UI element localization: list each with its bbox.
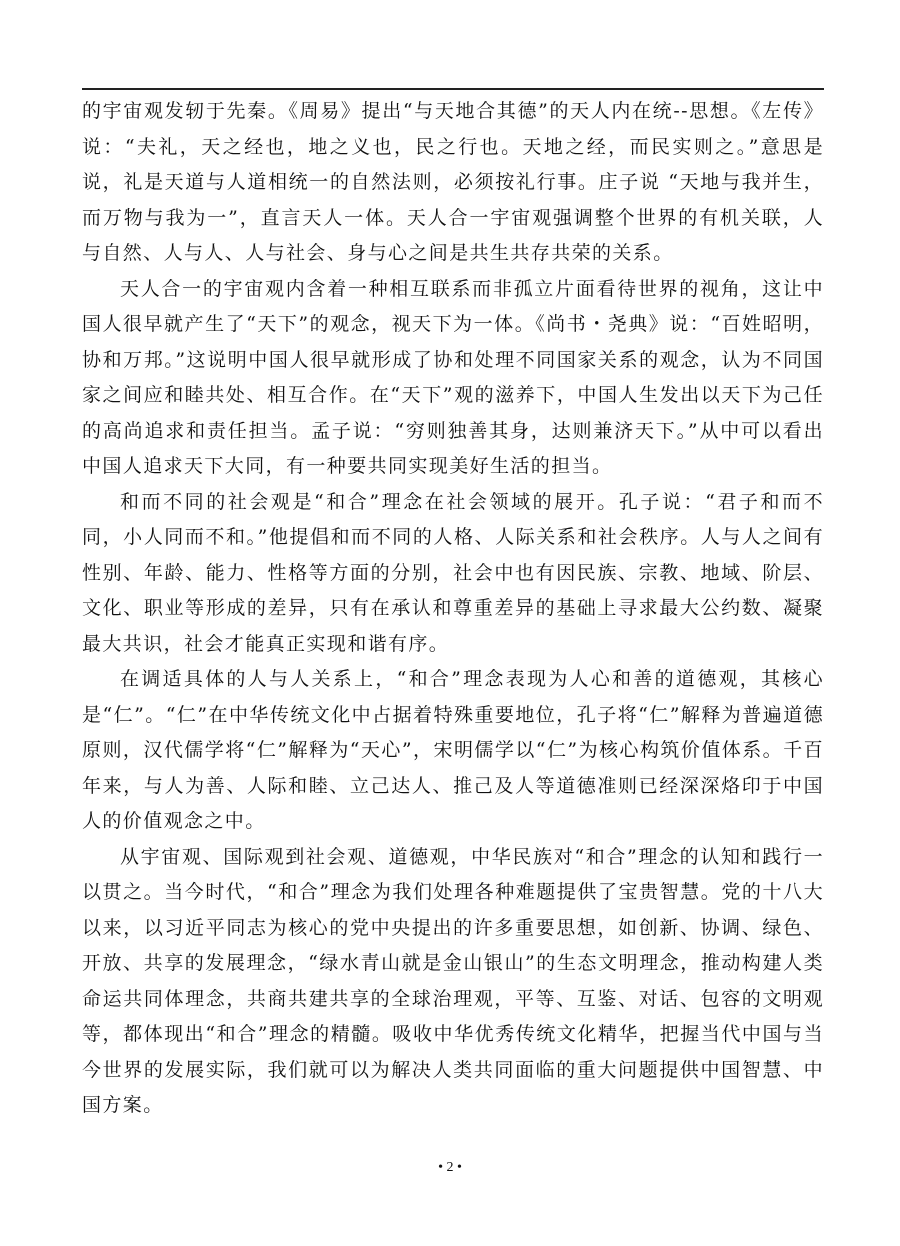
paragraph-5: 从宇宙观、国际观到社会观、道德观，中华民族对“和合”理念的认知和践行一以贯之。当今时代，“和合”理念为我们处理各种难题提供了宝贵智慧。党的十八大以来，以习近平同志为核心的党中央提出的许多重要思想，如创新、协调、绿色、开放、共享的发展理念，“绿水青山就是金山银山”的生态文明理念，推动构建人类命运共同体理念，共商共建共享的全球治理观，平等、互鉴、对话、包容的文明观等，都体现出“和合”理念的精髓。吸收中华优秀传统文化精华，把握当代中国与当今世界的发展实际，我们就可以为解决人类共同面临的重大问题提供中国智慧、中国方案。: [82, 845, 824, 1116]
paragraph-2: 天人合一的宇宙观内含着一种相互联系而非孤立片面看待世界的视角，这让中国人很早就产生了“天下”的观念，视天下为一体。《尚书・尧典》说：“百姓昭明，协和万邦。”这说明中国人很早就形成了协和处理不同国家关系的观念，认为不同国家之间应和睦共处、相互合作。在“天下”观的滋养下，中国人生发出以天下为己任的高尚追求和责任担当。孟子说：“穷则独善其身，达则兼济天下。”从中可以看出中国人追求天下大同，有一种要共同实现美好生活的担当。: [82, 277, 824, 477]
document-body: [82, 94, 824, 1124]
paragraph-1: 的宇宙观发轫于先秦。《周易》提出“与天地合其德”的天人内在统--思想。《左传》说：“夫礼，天之经也，地之义也，民之行也。天地之经，而民实则之。”意思是说，礼是天道与人道相统一的自然法则，必须按礼行事。庄子说 “天地与我并生，而万物与我为一”，直言天人一体。天人合一宇宙观强调整个世界的有机关联，人与自然、人与人、人与社会、身与心之间是共生共存共荣的关系。: [82, 100, 824, 264]
top-divider: [82, 88, 824, 90]
paragraph-4: 在调适具体的人与人关系上，“和合”理念表现为人心和善的道德观，其核心是“仁”。“仁”在中华传统文化中占据着特殊重要地位，孔子将“仁”解释为普遍道德原则，汉代儒学将“仁”解释为“天心”，宋明儒学以“仁”为核心构筑价值体系。千百年来，与人为善、人际和睦、立己达人、推己及人等道德准则已经深深烙印于中国人的价值观念之中。: [82, 668, 824, 832]
paragraph-3: 和而不同的社会观是“和合”理念在社会领域的展开。孔子说：“君子和而不同，小人同而不和。”他提倡和而不同的人格、人际关系和社会秩序。人与人之间有性别、年龄、能力、性格等方面的分别，社会中也有因民族、宗教、地域、阶层、文化、职业等形成的差异，只有在承认和尊重差异的基础上寻求最大公约数、凝聚最大共识，社会才能真正实现和谐有序。: [82, 490, 824, 655]
page-number: • 2 •: [438, 1160, 462, 1175]
